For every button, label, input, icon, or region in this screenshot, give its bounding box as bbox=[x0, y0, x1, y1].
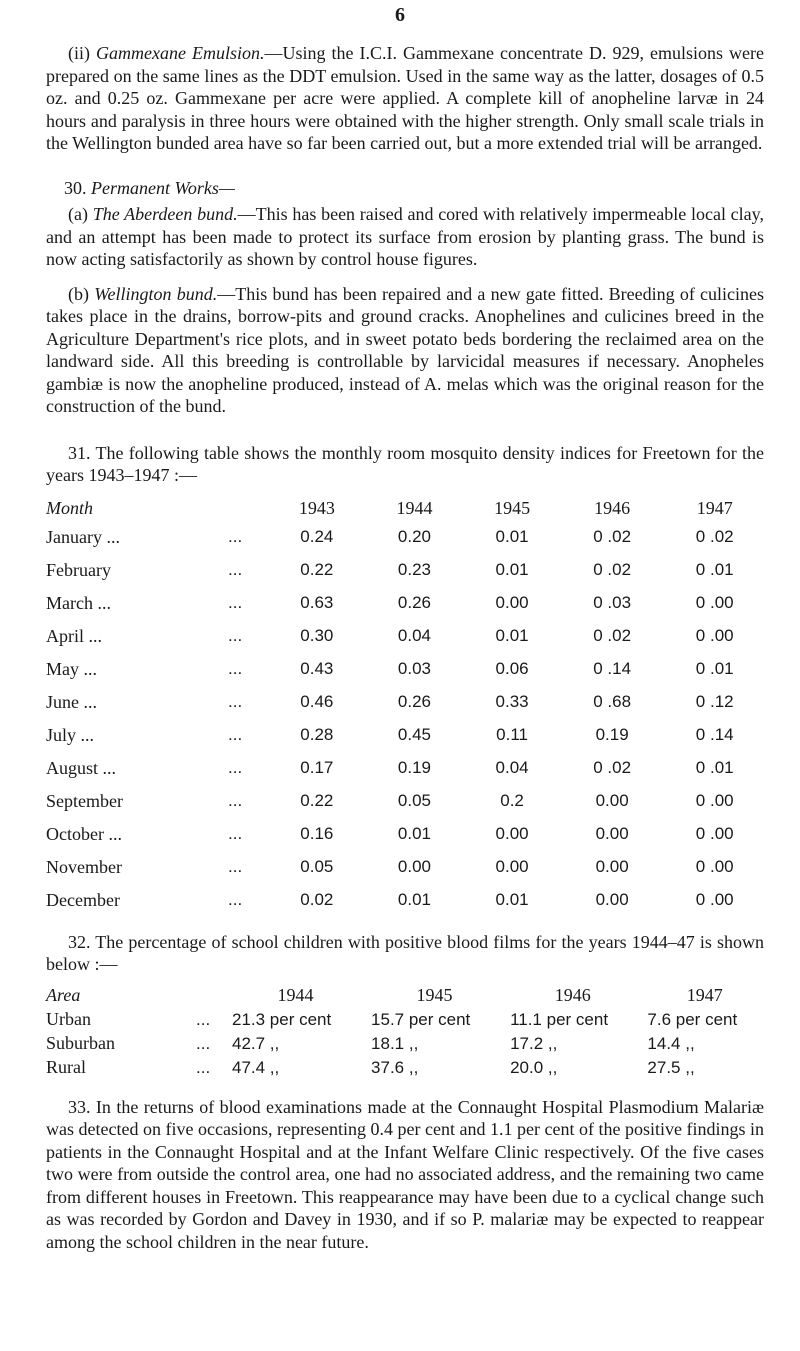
paragraph-aberdeen-bund bbox=[46, 203, 764, 271]
month-cell: December bbox=[46, 889, 120, 910]
leader-dots: ... bbox=[228, 593, 243, 612]
leader-dots: ... bbox=[228, 890, 243, 909]
density-value-cell: 0.00 bbox=[595, 824, 629, 843]
density-value-cell: 0 .02 bbox=[593, 527, 632, 546]
month-cell: March ... bbox=[46, 592, 111, 613]
percentage-cell: 18.1 ,, bbox=[371, 1033, 419, 1053]
density-value-cell: 0.06 bbox=[495, 659, 529, 678]
year-column-header: 1944 bbox=[396, 498, 433, 518]
year-column-header: 1945 bbox=[494, 498, 531, 518]
month-cell: January ... bbox=[46, 526, 120, 547]
leader-dots: ... bbox=[228, 626, 243, 645]
density-value-cell: 0.19 bbox=[595, 725, 629, 744]
leader-dots: ... bbox=[228, 725, 243, 744]
area-cell: Urban bbox=[46, 1009, 91, 1029]
paragraph-section-31: 31. The following table shows the monthly room mosquito density indices for Freetown for the years 1943–1947 :— bbox=[46, 442, 764, 485]
month-cell: February bbox=[46, 559, 111, 580]
density-value-cell: 0.46 bbox=[300, 692, 334, 711]
density-value-cell: 0 .01 bbox=[695, 659, 734, 678]
density-value-cell: 0.05 bbox=[300, 857, 334, 876]
paragraph-text: —This has been raised and cored with relatively impermeable local clay, and an attempt has been made to protect its surface from erosion by planting grass. The bund is now acting satisfactorily as shown by control house figures. bbox=[46, 204, 764, 269]
density-value-cell: 0 .02 bbox=[593, 758, 632, 777]
density-value-cell: 0.01 bbox=[397, 824, 431, 843]
density-value-cell: 0.05 bbox=[397, 791, 431, 810]
density-value-cell: 0 .00 bbox=[695, 626, 734, 645]
paragraph-label: (a) bbox=[68, 204, 88, 224]
year-column-header: 1945 bbox=[416, 985, 453, 1005]
table-row bbox=[46, 1056, 768, 1080]
density-value-cell: 0 .01 bbox=[695, 560, 734, 579]
table-row bbox=[46, 653, 766, 686]
month-cell: May ... bbox=[46, 658, 97, 679]
table-row bbox=[46, 620, 766, 653]
leader-dots: ... bbox=[228, 560, 243, 579]
month-cell: November bbox=[46, 856, 122, 877]
table-header-row bbox=[46, 497, 766, 521]
density-value-cell: 0 .00 bbox=[695, 857, 734, 876]
density-value-cell: 0 .01 bbox=[695, 758, 734, 777]
table-row bbox=[46, 686, 766, 719]
paragraph-title: The Aberdeen bund. bbox=[92, 204, 238, 224]
paragraph-section-32: 32. The percentage of school children with positive blood films for the years 1944–47 is shown below :— bbox=[46, 931, 764, 974]
leader-dots: ... bbox=[228, 527, 243, 546]
percentage-cell: 20.0 ,, bbox=[510, 1057, 558, 1077]
density-value-cell: 0 .00 bbox=[695, 890, 734, 909]
percentage-cell: 37.6 ,, bbox=[371, 1057, 419, 1077]
paragraph-wellington-bund bbox=[46, 283, 764, 418]
density-value-cell: 0.24 bbox=[300, 527, 334, 546]
paragraph-title: Wellington bund. bbox=[94, 283, 218, 304]
paragraph-gammexane-emulsion bbox=[46, 42, 764, 155]
density-value-cell: 0.00 bbox=[495, 857, 529, 876]
density-value-cell: 0.00 bbox=[595, 890, 629, 909]
table-row bbox=[46, 851, 766, 884]
density-value-cell: 0.26 bbox=[397, 593, 431, 612]
density-value-cell: 0.11 bbox=[496, 725, 528, 744]
page-body bbox=[46, 42, 764, 1253]
density-value-cell: 0.22 bbox=[300, 791, 334, 810]
density-value-cell: 0 .14 bbox=[695, 725, 734, 744]
leader-dots: ... bbox=[196, 1009, 211, 1029]
density-value-cell: 0.43 bbox=[300, 659, 334, 678]
density-value-cell: 0.02 bbox=[300, 890, 334, 909]
density-value-cell: 0 .02 bbox=[593, 626, 632, 645]
percentage-cell: 42.7 ,, bbox=[232, 1033, 280, 1053]
percentage-cell: 17.2 ,, bbox=[510, 1033, 558, 1053]
area-cell: Suburban bbox=[46, 1033, 115, 1053]
density-value-cell: 0.63 bbox=[300, 593, 334, 612]
paragraph-section-33: 33. In the returns of blood examinations made at the Connaught Hospital Plasmodium Malariæ was detected on five occasions, representing 0.4 per cent and 1.1 per cent of the positive findings in patients in the Connaught Hospital and at the Infant Welfare Clinic respectively. Of the five cases two were from outside the control area, one had no associated address, and the remaining two came from different houses in Freetown. This reappearance may have been due to a cyclical change such as was recorded by Gordon and Davey in 1930, and if so P. malariæ may be expected to reappear among the school children in the near future. bbox=[46, 1096, 764, 1252]
density-value-cell: 0.2 bbox=[500, 791, 524, 810]
table-row bbox=[46, 818, 766, 851]
density-value-cell: 0.01 bbox=[495, 560, 529, 579]
paragraph-text: —Using the I.C.I. Gammexane concentrate D. 929, emulsions were prepared on the same lines as the DDT emulsion. Used in the same way as the latter, dosages of 0.5 oz. and 0.25 oz. Gammexane per acre were applied. A complete kill of anopheline larvæ in 24 hours and paralysis in three hours were obtained with the higher strength. Only small scale trials in the Wellington bunded area have so far been carried out, but a more extended trial will be arranged. bbox=[46, 43, 764, 153]
leader-dots: ... bbox=[228, 659, 243, 678]
school-children-blood-films-table bbox=[46, 984, 768, 1080]
section-number: 30. bbox=[64, 177, 87, 198]
density-value-cell: 0.45 bbox=[397, 725, 431, 744]
month-column-header: Month bbox=[46, 498, 93, 518]
density-value-cell: 0.30 bbox=[300, 626, 334, 645]
year-column-header: 1947 bbox=[686, 985, 723, 1005]
density-value-cell: 0.33 bbox=[495, 692, 529, 711]
density-value-cell: 0.23 bbox=[397, 560, 431, 579]
table-row bbox=[46, 719, 766, 752]
month-cell: October ... bbox=[46, 823, 122, 844]
density-value-cell: 0.00 bbox=[595, 791, 629, 810]
density-value-cell: 0.01 bbox=[495, 626, 529, 645]
area-column-header: Area bbox=[46, 985, 81, 1005]
year-column-header: 1944 bbox=[277, 985, 314, 1005]
density-value-cell: 0 .12 bbox=[695, 692, 734, 711]
table-row bbox=[46, 1008, 768, 1032]
percentage-cell: 27.5 ,, bbox=[647, 1057, 695, 1077]
month-cell: April ... bbox=[46, 625, 102, 646]
density-value-cell: 0.00 bbox=[397, 857, 431, 876]
month-cell: June ... bbox=[46, 691, 97, 712]
page-number: 6 bbox=[395, 4, 405, 26]
year-column-header: 1946 bbox=[594, 498, 631, 518]
percentage-cell: 47.4 ,, bbox=[232, 1057, 280, 1077]
density-value-cell: 0 .00 bbox=[695, 593, 734, 612]
density-value-cell: 0.04 bbox=[397, 626, 431, 645]
density-value-cell: 0 .00 bbox=[695, 791, 734, 810]
density-value-cell: 0.17 bbox=[300, 758, 334, 777]
table-row bbox=[46, 587, 766, 620]
leader-dots: ... bbox=[196, 1057, 211, 1077]
month-cell: August ... bbox=[46, 757, 117, 778]
density-value-cell: 0.01 bbox=[397, 890, 431, 909]
paragraph-label: (b) bbox=[68, 283, 89, 304]
paragraph-text: —This bund has been repaired and a new gate fitted. Breeding of culicines takes place in the drains, borrow-pits and ground cracks. Anophelines and culicines breed in the Agriculture Department's rice plots, and in sweet potato beds bordering the reclaimed area on the landward side. All this breeding is controllable by larvicidal measures if necessary. Anopheles gambiæ is now the anopheline produced, instead of A. melas which was the original reason for the construction of the bund. bbox=[46, 283, 764, 416]
paragraph-title: Gammexane Emulsion. bbox=[96, 43, 265, 63]
leader-dots: ... bbox=[228, 857, 243, 876]
density-value-cell: 0.01 bbox=[495, 527, 529, 546]
density-value-cell: 0 .00 bbox=[695, 824, 734, 843]
year-column-header: 1947 bbox=[696, 498, 733, 518]
section-30-heading bbox=[64, 177, 764, 200]
density-value-cell: 0.01 bbox=[495, 890, 529, 909]
mosquito-density-table bbox=[46, 497, 766, 917]
density-value-cell: 0 .68 bbox=[593, 692, 632, 711]
density-value-cell: 0.16 bbox=[300, 824, 334, 843]
density-value-cell: 0.00 bbox=[495, 593, 529, 612]
density-value-cell: 0.00 bbox=[595, 857, 629, 876]
paragraph-label: (ii) bbox=[68, 43, 90, 63]
density-value-cell: 0 .02 bbox=[593, 560, 632, 579]
density-value-cell: 0.28 bbox=[300, 725, 334, 744]
leader-dots: ... bbox=[228, 692, 243, 711]
density-value-cell: 0.26 bbox=[397, 692, 431, 711]
table-row bbox=[46, 521, 766, 554]
density-value-cell: 0.19 bbox=[397, 758, 431, 777]
percentage-cell: 11.1 per cent bbox=[510, 1009, 609, 1029]
year-column-header: 1943 bbox=[298, 498, 335, 518]
table-header-row bbox=[46, 984, 768, 1008]
table-row bbox=[46, 752, 766, 785]
month-cell: July ... bbox=[46, 724, 95, 745]
area-cell: Rural bbox=[46, 1057, 86, 1077]
density-value-cell: 0 .03 bbox=[593, 593, 632, 612]
table-row bbox=[46, 554, 766, 587]
leader-dots: ... bbox=[228, 824, 243, 843]
density-value-cell: 0.20 bbox=[397, 527, 431, 546]
month-cell: September bbox=[46, 790, 123, 811]
year-column-header: 1946 bbox=[554, 985, 591, 1005]
density-value-cell: 0.03 bbox=[397, 659, 431, 678]
percentage-cell: 14.4 ,, bbox=[647, 1033, 695, 1053]
percentage-cell: 15.7 per cent bbox=[371, 1009, 471, 1029]
table-row bbox=[46, 1032, 768, 1056]
density-value-cell: 0 .02 bbox=[695, 527, 734, 546]
section-title: Permanent Works— bbox=[91, 177, 235, 198]
leader-dots: ... bbox=[196, 1033, 211, 1053]
percentage-cell: 21.3 per cent bbox=[232, 1009, 332, 1029]
leader-dots: ... bbox=[228, 758, 243, 777]
table-row bbox=[46, 785, 766, 818]
density-value-cell: 0.22 bbox=[300, 560, 334, 579]
density-value-cell: 0.04 bbox=[495, 758, 529, 777]
density-value-cell: 0 .14 bbox=[593, 659, 632, 678]
percentage-cell: 7.6 per cent bbox=[647, 1009, 738, 1029]
table-row bbox=[46, 884, 766, 917]
leader-dots: ... bbox=[228, 791, 243, 810]
density-value-cell: 0.00 bbox=[495, 824, 529, 843]
